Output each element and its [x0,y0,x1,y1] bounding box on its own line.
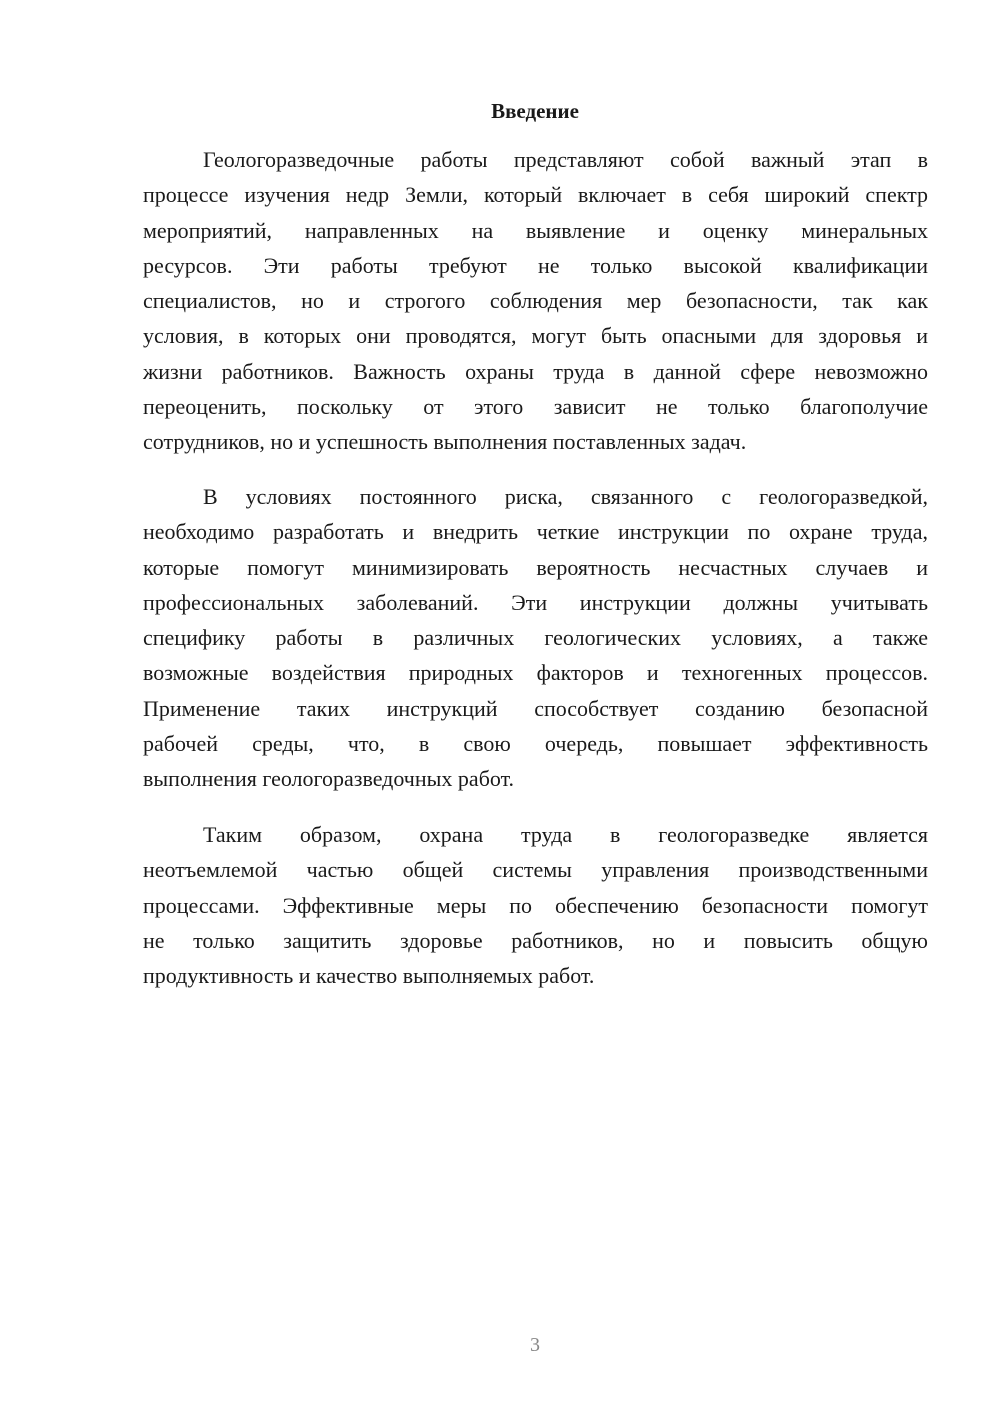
text-line: жизни работников. Важность охраны труда в данной сфере невозможно [143,358,928,384]
text-line: сотрудников, но и успешность выполнения поставленных задач. [143,429,747,455]
text-line: ресурсов. Эти работы требуют не только высокой квалификации [143,252,928,278]
text-line: специалистов, но и строгого соблюдения мер безопасности, так как [143,288,928,314]
text-line: специфику работы в различных геологических условиях, а также [143,625,928,651]
paragraph-2 [143,479,928,797]
text-line: процессе изучения недр Земли, который включает в себя широкий спектр [143,182,928,208]
text-line: Применение таких инструкций способствует созданию безопасной [143,695,928,721]
text-line: переоценить, поскольку от этого зависит не только благополучие [143,394,928,420]
text-line: условия, в которых они проводятся, могут быть опасными для здоровья и [143,323,928,349]
page-number: 3 [530,1334,540,1356]
text-line: которые помогут минимизировать вероятность несчастных случаев и [143,554,928,580]
text-line: необходимо разработать и внедрить четкие инструкции по охране труда, [143,519,928,545]
section-title: Введение [491,99,579,123]
text-line: выполнения геологоразведочных работ. [143,766,515,792]
text-line: неотъемлемой частью общей системы управления производственными [143,857,928,883]
text-line: В условиях постоянного риска, связанного с геологоразведкой, [203,484,928,509]
text-line: Геологоразведочные работы представляют собой важный этап в [203,147,928,172]
text-line: процессами. Эффективные меры по обеспечению безопасности помогут [143,892,928,918]
text-line: возможные воздействия природных факторов и техногенных процессов. [143,660,928,686]
text-line: рабочей среды, что, в свою очередь, повышает эффективность [143,731,928,757]
text-line: Таким образом, охрана труда в геологоразведке является [203,822,928,847]
paragraph-1 [143,142,928,460]
text-line: профессиональных заболеваний. Эти инструкции должны учитывать [143,589,928,615]
text-line: мероприятий, направленных на выявление и оценку минеральных [143,217,928,243]
text-line: продуктивность и качество выполняемых работ. [143,963,595,989]
text-line: не только защитить здоровье работников, но и повысить общую [143,927,928,953]
paragraph-3 [143,817,928,993]
